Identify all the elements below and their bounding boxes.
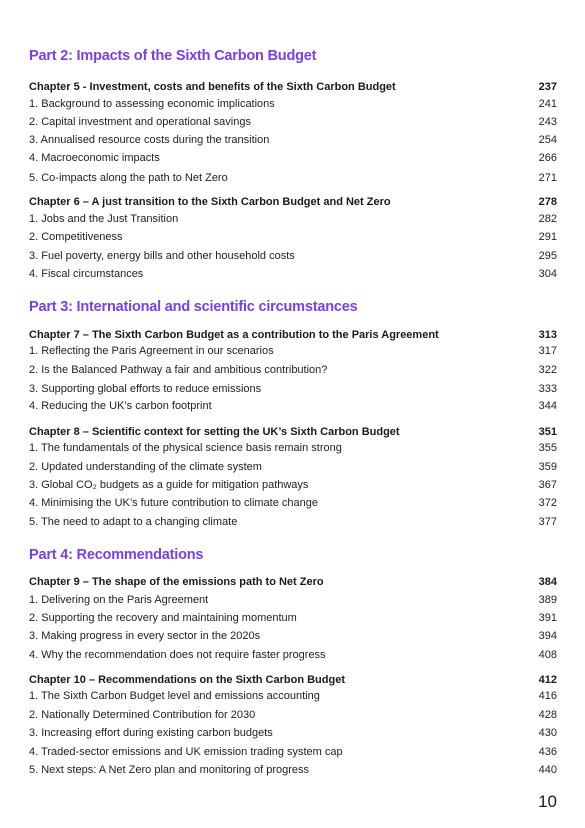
chapter-title: Chapter 8 – Scientific context for setting the UK’s Sixth Carbon Budget [29,426,400,438]
section-title: 3. Making progress in every sector in the 2020s [29,630,261,642]
section-title: 3. Fuel poverty, energy bills and other household costs [29,250,295,262]
toc-section-row[interactable] [29,134,557,149]
chapter-page: 237 [538,81,557,93]
section-title: 2. Updated understanding of the climate system [29,461,262,473]
section-title: 1. Delivering on the Paris Agreement [29,594,209,606]
chapter-title: Chapter 9 – The shape of the emissions path to Net Zero [29,576,324,588]
section-title: 3. Annualised resource costs during the transition [29,134,270,146]
section-title: 1. Reflecting the Paris Agreement in our scenarios [29,345,274,357]
toc-chapter-row[interactable] [29,426,557,441]
section-page: 355 [538,442,557,454]
toc-chapter-row[interactable] [29,196,557,211]
toc-section-row[interactable] [29,612,557,627]
toc-section-row[interactable] [29,649,557,664]
toc-section-row[interactable] [29,383,557,398]
toc-section-row[interactable] [29,400,557,415]
section-title: 5. The need to adapt to a changing climate [29,516,238,528]
toc-section-row[interactable] [29,764,557,779]
section-title: 2. Competitiveness [29,231,123,243]
section-page: 322 [538,364,557,376]
section-title: 4. Traded-sector emissions and UK emission trading system cap [29,746,343,758]
section-page: 367 [538,479,557,491]
chapter-title: Chapter 10 – Recommendations on the Sixth Carbon Budget [29,674,345,686]
toc-chapter-row[interactable] [29,81,557,96]
section-page: 389 [538,594,557,606]
section-title: 2. Nationally Determined Contribution for 2030 [29,709,256,721]
toc-section-row[interactable] [29,172,557,187]
section-title: 5. Next steps: A Net Zero plan and monitoring of progress [29,764,310,776]
section-page: 416 [538,690,557,702]
section-page: 394 [538,630,557,642]
toc-chapter-row[interactable] [29,576,557,591]
section-page: 436 [538,746,557,758]
section-title: 2. Is the Balanced Pathway a fair and ambitious contribution? [29,364,328,376]
section-page: 359 [538,461,557,473]
toc-section-row[interactable] [29,213,557,228]
toc-section-row[interactable] [29,497,557,512]
section-title: 4. Fiscal circumstances [29,268,144,280]
part-heading: Part 3: International and scientific circumstances [29,299,358,315]
toc-chapter-row[interactable] [29,674,557,689]
section-title: 4. Minimising the UK’s future contribution to climate change [29,497,318,509]
toc-section-row[interactable] [29,231,557,246]
section-page: 428 [538,709,557,721]
part-heading: Part 2: Impacts of the Sixth Carbon Budget [29,48,317,64]
section-page: 317 [538,345,557,357]
toc-section-row[interactable] [29,746,557,761]
chapter-title: Chapter 6 – A just transition to the Sixth Carbon Budget and Net Zero [29,196,391,208]
toc-section-row[interactable] [29,516,557,531]
toc-section-row[interactable] [29,709,557,724]
chapter-title: Chapter 7 – The Sixth Carbon Budget as a contribution to the Paris Agreement [29,329,439,341]
section-title: 2. Capital investment and operational savings [29,116,251,128]
chapter-page: 278 [538,196,557,208]
toc-section-row[interactable] [29,727,557,742]
section-page: 254 [538,134,557,146]
section-page: 295 [538,250,557,262]
section-title: 3. Increasing effort during existing carbon budgets [29,727,273,739]
toc-section-row[interactable] [29,116,557,131]
toc-section-row[interactable] [29,594,557,609]
toc-section-row[interactable] [29,690,557,705]
section-title: 1. Background to assessing economic implications [29,98,275,110]
section-page: 241 [538,98,557,110]
toc-section-row[interactable] [29,152,557,167]
chapter-page: 313 [538,329,557,341]
toc-section-row[interactable] [29,630,557,645]
chapter-page: 384 [538,576,557,588]
section-title: 4. Reducing the UK’s carbon footprint [29,400,212,412]
section-page: 243 [538,116,557,128]
section-page: 440 [538,764,557,776]
toc-section-row[interactable] [29,345,557,360]
toc-section-row[interactable] [29,268,557,283]
section-page: 266 [538,152,557,164]
section-title: 1. Jobs and the Just Transition [29,213,179,225]
section-page: 372 [538,497,557,509]
chapter-page: 351 [538,426,557,438]
section-page: 430 [538,727,557,739]
section-page: 333 [538,383,557,395]
toc-section-row[interactable] [29,250,557,265]
section-page: 271 [538,172,557,184]
section-title: 3. Supporting global efforts to reduce emissions [29,383,262,395]
page-number: 10 [538,792,557,811]
toc-section-row[interactable] [29,461,557,476]
section-title: 1. The Sixth Carbon Budget level and emissions accounting [29,690,320,702]
section-title: 5. Co-impacts along the path to Net Zero [29,172,228,184]
section-page: 304 [538,268,557,280]
part-heading: Part 4: Recommendations [29,547,204,563]
toc-chapter-row[interactable] [29,329,557,344]
section-page: 344 [538,400,557,412]
section-title: 4. Macroeconomic impacts [29,152,160,164]
section-page: 408 [538,649,557,661]
chapter-page: 412 [538,674,557,686]
toc-section-row[interactable] [29,442,557,457]
toc-section-row[interactable] [29,479,557,494]
section-title: 4. Why the recommendation does not require faster progress [29,649,326,661]
toc-section-row[interactable] [29,364,557,379]
section-page: 291 [538,231,557,243]
chapter-title: Chapter 5 - Investment, costs and benefits of the Sixth Carbon Budget [29,81,396,93]
section-title: 2. Supporting the recovery and maintaining momentum [29,612,297,624]
section-page: 377 [538,516,557,528]
section-page: 282 [538,213,557,225]
section-page: 391 [538,612,557,624]
toc-section-row[interactable] [29,98,557,113]
section-title: 3. Global CO₂ budgets as a guide for mitigation pathways [29,479,309,491]
section-title: 1. The fundamentals of the physical science basis remain strong [29,442,342,454]
